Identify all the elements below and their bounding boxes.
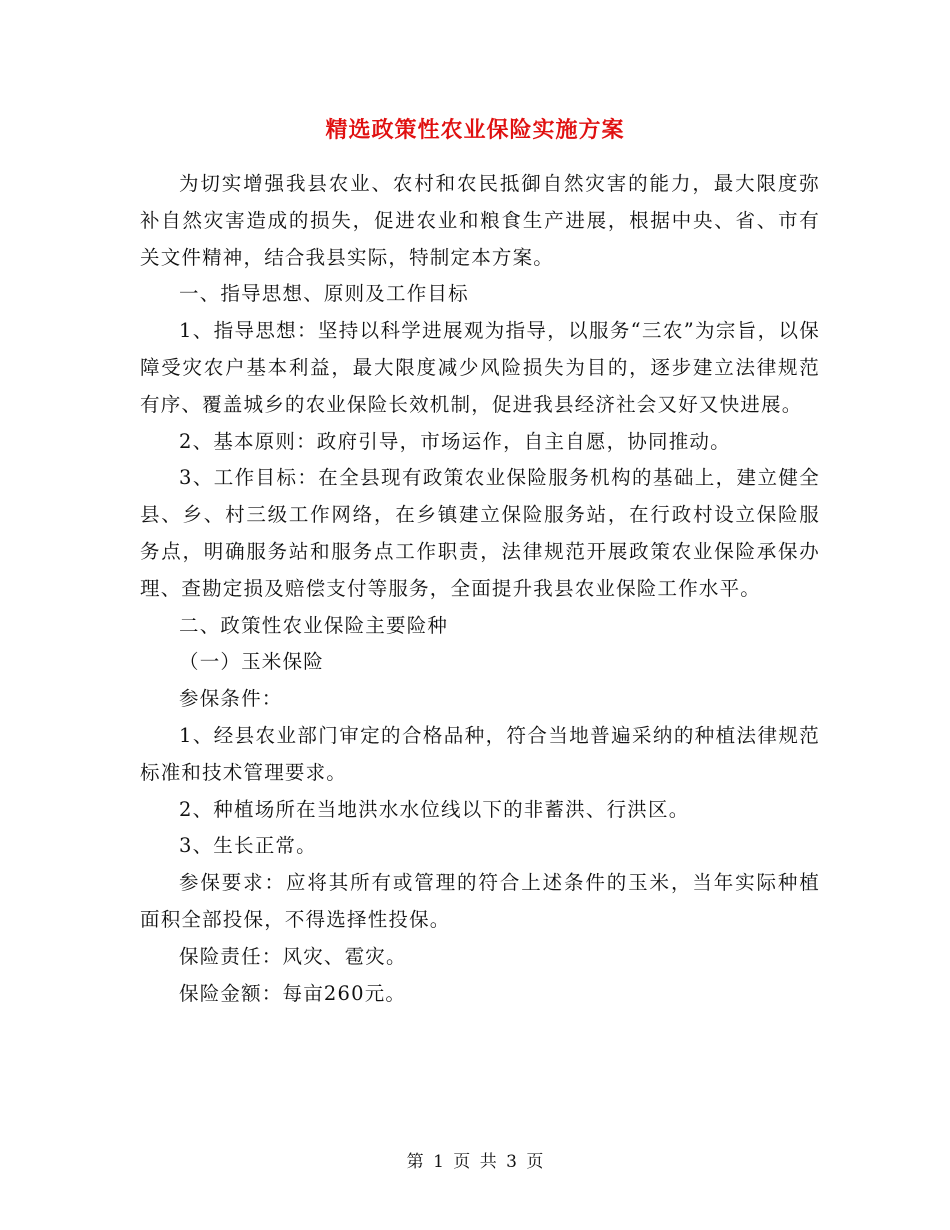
heading-section-2: 二、政策性农业保险主要险种: [179, 613, 449, 637]
paragraph-condition-3: 3、生长正常。: [179, 834, 317, 858]
heading-section-1: 一、指导思想、原则及工作目标: [179, 282, 469, 306]
paragraph-basic-principle: 2、基本原则：政府引导，市场运作，自主自愿，协同推动。: [179, 429, 731, 453]
paragraph-guiding-thought: 1、指导思想：坚持以科学进展观为指导，以服务“三农”为宗旨，以保障受灾农户基本利益，最大限度减少风险损失为目的，逐步建立法律规范有序、覆盖城乡的农业保险长效机制，促进我县经济社会又好又快进展。: [140, 319, 820, 416]
paragraph-condition-1: 1、经县农业部门审定的合格品种，符合当地普遍采纳的种植法律规范标准和技术管理要求。: [140, 723, 820, 784]
label-conditions: 参保条件：: [179, 687, 283, 711]
paragraph-liability: 保险责任：风灾、雹灾。: [179, 944, 407, 968]
paragraph-intro: 为切实增强我县农业、农村和农民抵御自然灾害的能力，最大限度弥补自然灾害造成的损失，促进农业和粮食生产进展，根据中央、省、市有关文件精神，结合我县实际，特制定本方案。: [140, 172, 820, 269]
paragraph-condition-2: 2、种植场所在当地洪水水位线以下的非蓄洪、行洪区。: [179, 797, 690, 821]
page-number: 第 1 页 共 3 页: [406, 1152, 544, 1172]
document-body: [140, 166, 820, 1012]
paragraph-requirements: 参保要求：应将其所有或管理的符合上述条件的玉米，当年实际种植面积全部投保，不得选择性投保。: [140, 871, 820, 931]
paragraph-amount: 保险金额：每亩260元。: [179, 981, 407, 1005]
paragraph-work-goal: 3、工作目标：在全县现有政策农业保险服务机构的基础上，建立健全县、乡、村三级工作网络，在乡镇建立保险服务站，在行政村设立保险服务点，明确服务站和服务点工作职责，法律规范开展政策农业保险承保办理、查勘定损及赔偿支付等服务，全面提升我县农业保险工作水平。: [140, 466, 820, 600]
document-title: 精选政策性农业保险实施方案: [325, 117, 625, 143]
heading-corn-insurance: （一）玉米保险: [179, 650, 324, 674]
